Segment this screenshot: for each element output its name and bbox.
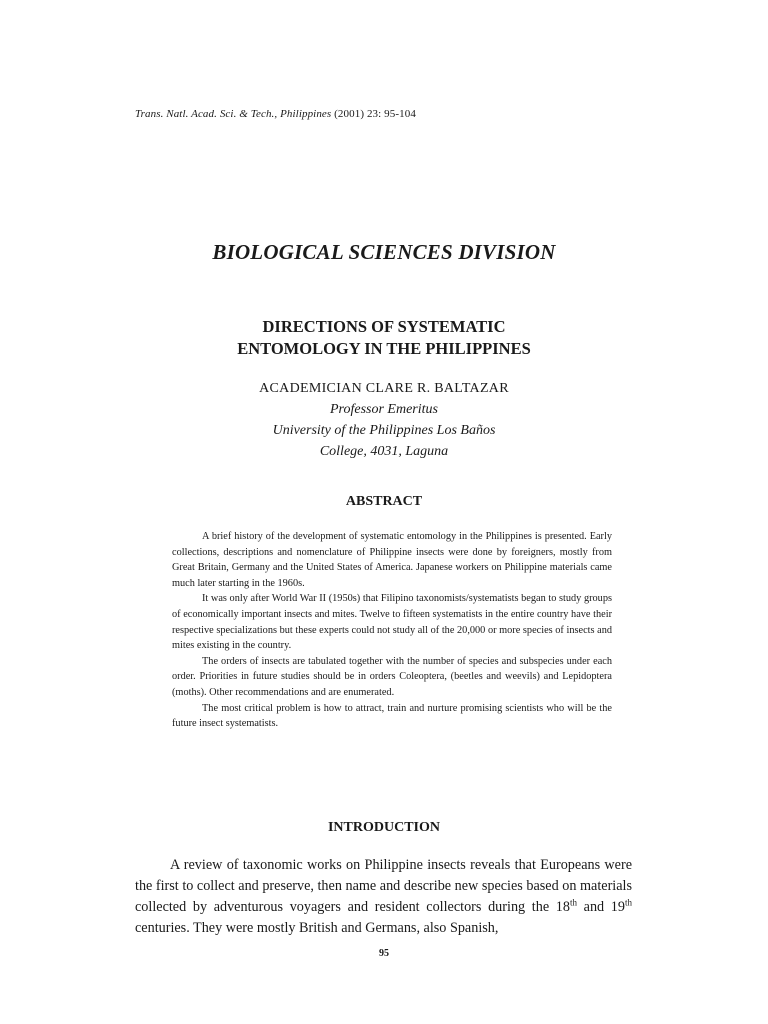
abstract-paragraph: It was only after World War II (1950s) that Filipino taxonomists/systematists began to study groups of economically important insects and mites. Twelve to fifteen systematists in the entire country have their respective specializations but these experts could not study all of the 20,000 or more species of insects and mites existing in the country.	[172, 593, 612, 652]
division-heading: BIOLOGICAL SCIENCES DIVISION	[212, 240, 556, 264]
intro-text-3: centuries. They were mostly British and Germans, also Spanish,	[135, 920, 499, 936]
citation-details: (2001) 23: 95-104	[334, 108, 416, 120]
ordinal-suffix: th	[624, 897, 632, 908]
author-address: College, 4031, Laguna	[319, 444, 449, 459]
intro-text-1: A review of taxonomic works on Philippine insects reveals that Europeans were the first to collect and preserve, then name and describe new species based on materials collected by adventurous voyagers and resident collectors during the 18	[135, 857, 632, 915]
intro-text-2: and 19	[576, 899, 625, 915]
author-position: Professor Emeritus	[330, 402, 438, 417]
introduction-body	[135, 855, 632, 939]
author-name: ACADEMICIAN CLARE R. BALTAZAR	[259, 381, 509, 396]
paper-title-line-2: ENTOMOLOGY IN THE PHILIPPINES	[237, 339, 531, 358]
abstract-paragraph: The orders of insects are tabulated together with the number of species and subspecies under each order. Priorities in future studies should be in orders Coleoptera, (beetles and weevils) and Lepidoptera (moths). Other recommendations and are enumerated.	[172, 655, 612, 698]
abstract-paragraph: A brief history of the development of systematic entomology in the Philippines is presented. Early collections, descriptions and nomenclature of Philippine insects were done by foreigners, mostly from Great Britain, Germany and the United States of America. Japanese workers on Philippine materials came much later starting in the 1960s.	[172, 531, 612, 589]
author-block	[0, 378, 768, 462]
abstract-heading: ABSTRACT	[345, 494, 423, 509]
introduction-paragraph	[135, 855, 632, 939]
abstract-body	[172, 529, 612, 732]
citation-journal: Trans. Natl. Acad. Sci. & Tech., Philippines	[135, 108, 332, 120]
journal-citation	[135, 108, 416, 120]
page-number: 95	[379, 948, 389, 959]
author-institution: University of the Philippines Los Baños	[272, 423, 496, 438]
abstract-paragraph: The most critical problem is how to attract, train and nurture promising scientists who will be the future insect systematists.	[172, 702, 612, 730]
paper-title	[0, 316, 768, 360]
ordinal-suffix: th	[569, 897, 577, 908]
introduction-heading: INTRODUCTION	[327, 820, 440, 835]
paper-title-line-1: DIRECTIONS OF SYSTEMATIC	[262, 317, 506, 336]
